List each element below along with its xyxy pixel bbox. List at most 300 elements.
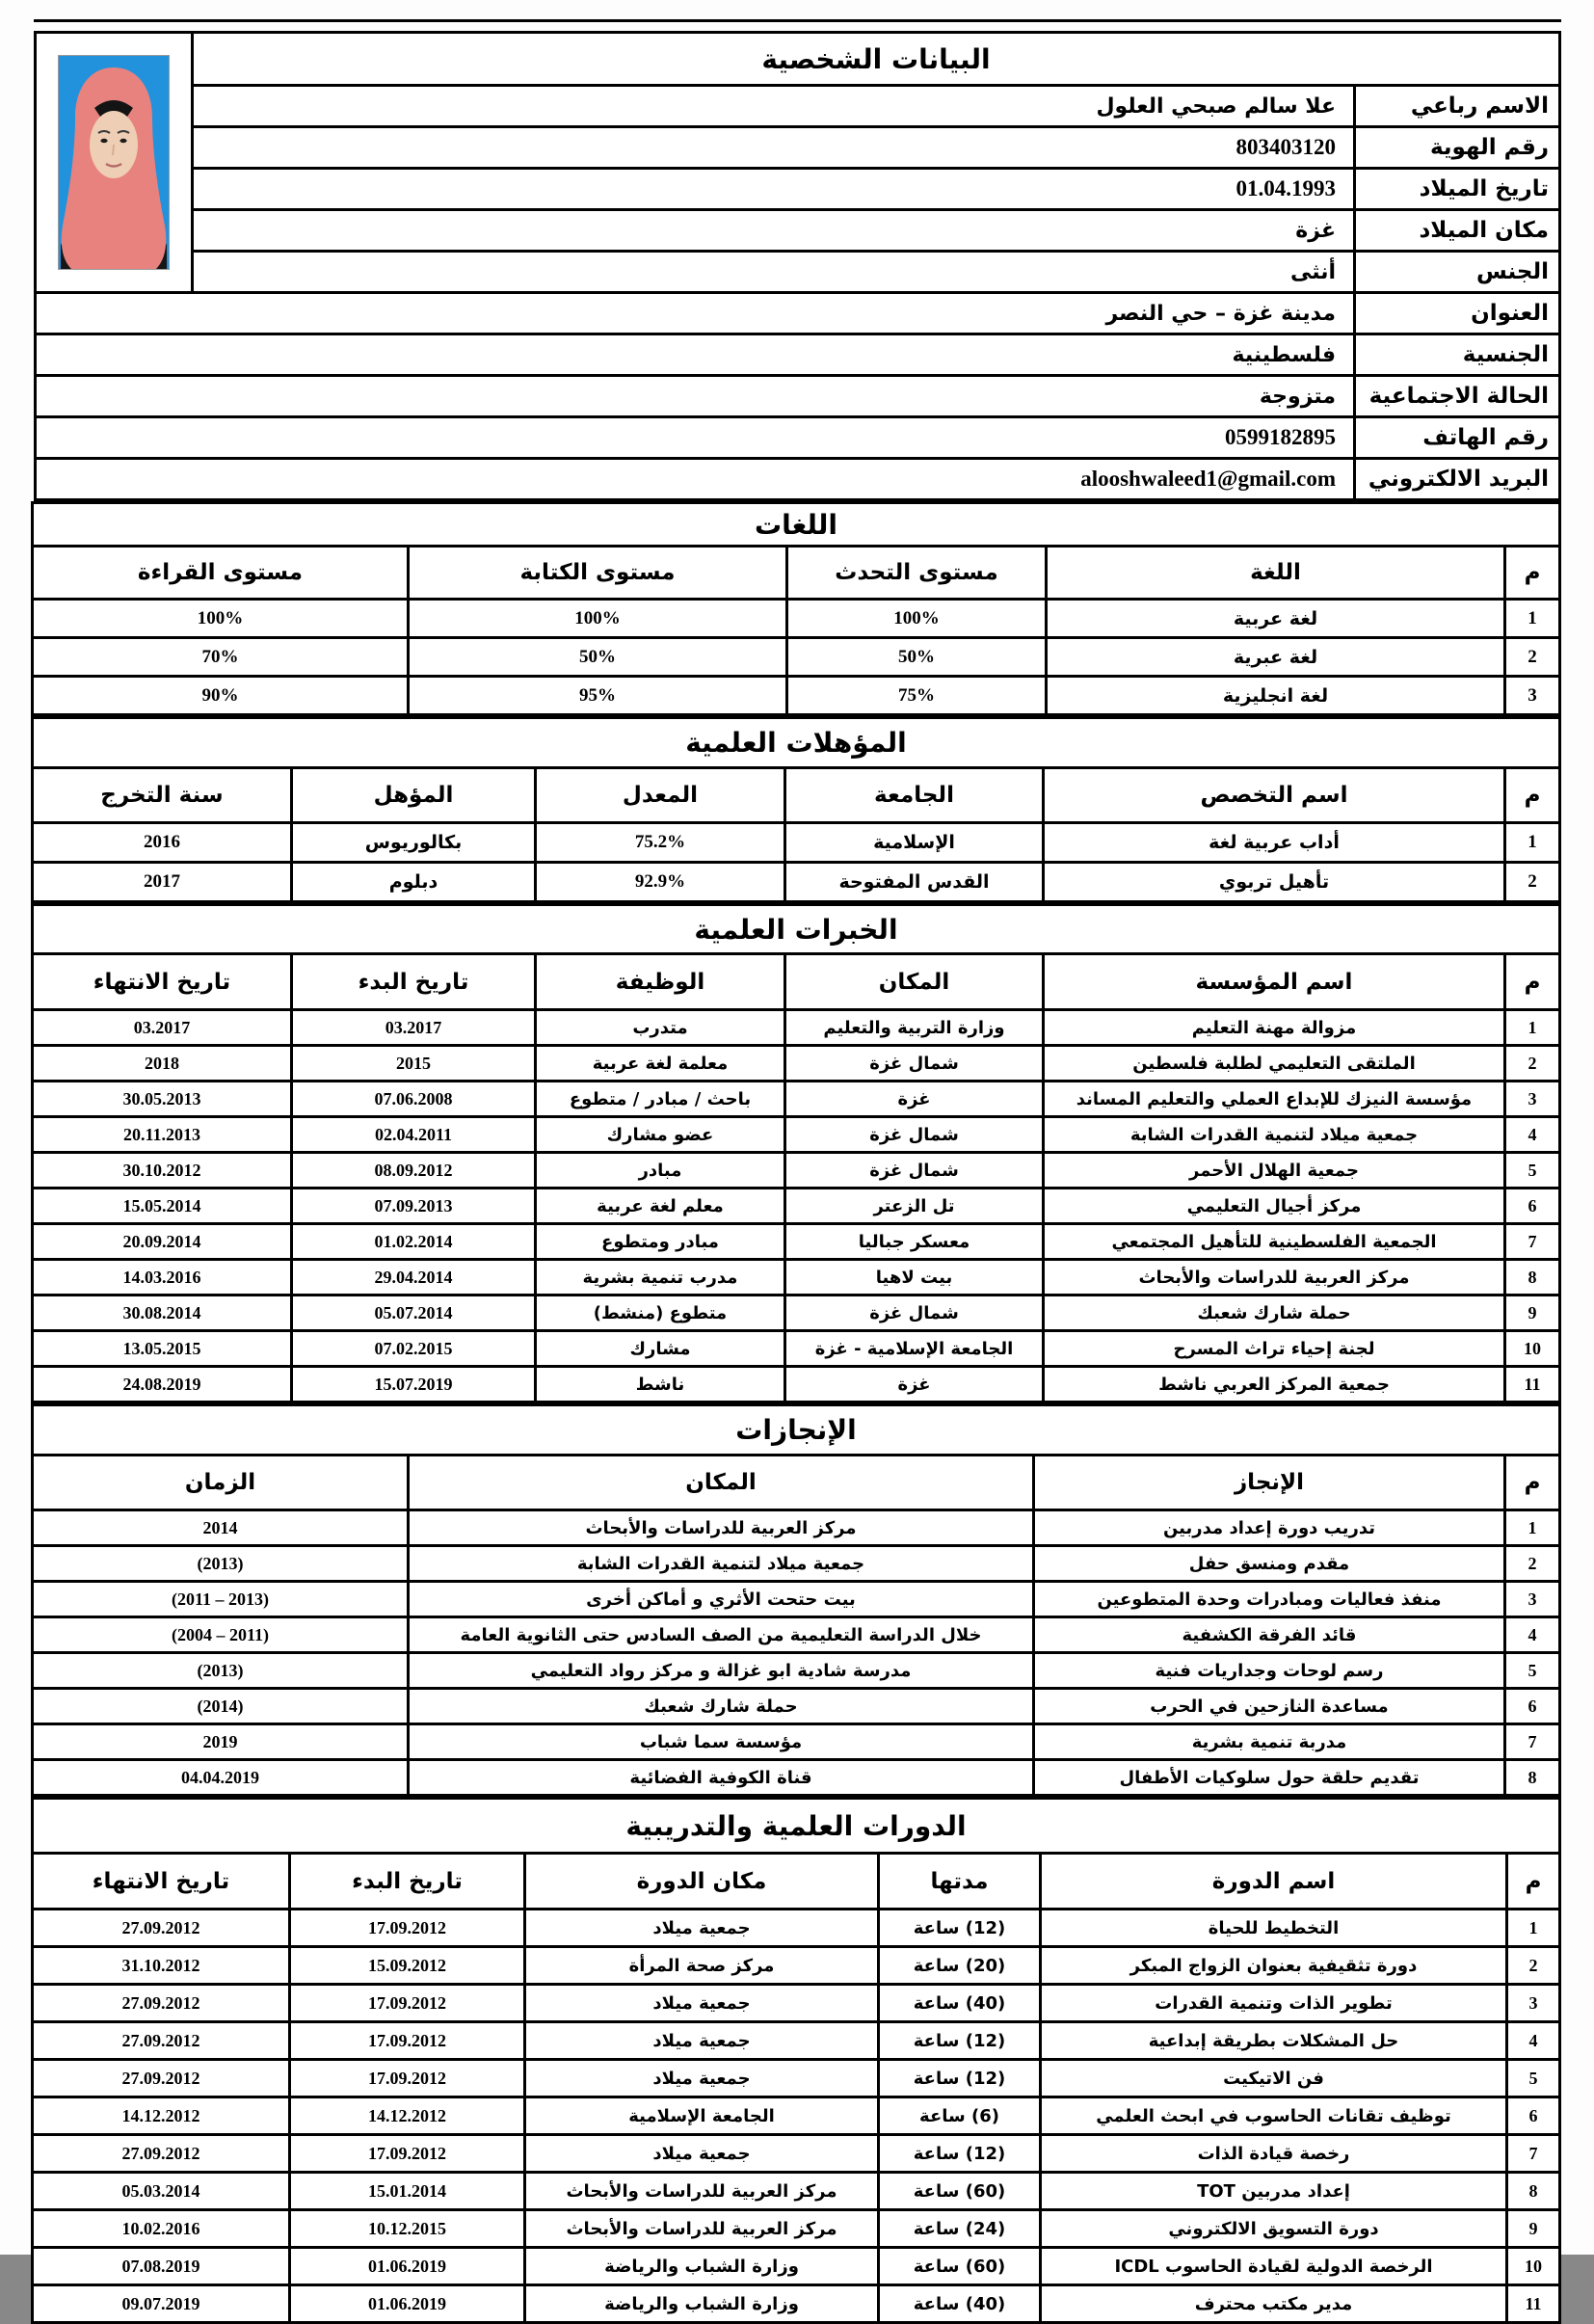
section-title-personal: البيانات الشخصية bbox=[193, 33, 1560, 86]
column-header-start-date: تاريخ البدء bbox=[292, 954, 536, 1010]
cell-index: 1 bbox=[1505, 600, 1560, 638]
cell-institution: الملتقى التعليمي لطلبة فلسطين bbox=[1044, 1046, 1505, 1082]
cell-location: شمال غزة bbox=[785, 1296, 1044, 1331]
cell-end-date: 20.11.2013 bbox=[32, 1117, 291, 1153]
cell-end-date: 15.05.2014 bbox=[32, 1189, 291, 1224]
experience-row bbox=[32, 1010, 1559, 1046]
cell-language-name: لغة انجليزية bbox=[1047, 677, 1505, 715]
cell-time: 04.04.2019 bbox=[32, 1760, 408, 1796]
cell-graduation-year: 2017 bbox=[32, 863, 291, 902]
cell-course-name: توظيف تقانات الحاسوب في ابحث العلمي bbox=[1041, 2097, 1507, 2135]
experience-row bbox=[32, 1367, 1559, 1402]
column-header-degree: المؤهل bbox=[292, 768, 536, 823]
cell-end-date: 27.09.2012 bbox=[32, 2022, 289, 2060]
cell-start-date: 08.09.2012 bbox=[292, 1153, 536, 1189]
achievements-table bbox=[31, 1403, 1561, 1797]
section-title-languages: اللغات bbox=[32, 503, 1559, 547]
cell-course-name: إعداد مدربين TOT bbox=[1041, 2173, 1507, 2210]
cell-start-date: 02.04.2011 bbox=[292, 1117, 536, 1153]
experience-row bbox=[32, 1046, 1559, 1082]
cell-course-place: وزارة الشباب والرياضة bbox=[525, 2248, 879, 2285]
cell-end-date: 09.07.2019 bbox=[32, 2285, 289, 2323]
personal-row bbox=[36, 459, 1560, 500]
cell-course-place: جمعية ميلاد bbox=[525, 2060, 879, 2097]
cell-duration: (12) ساعة bbox=[879, 2135, 1041, 2173]
cell-specialization: تأهيل تربوي bbox=[1044, 863, 1505, 902]
cell-language-name: لغة عربية bbox=[1047, 600, 1505, 638]
column-header-speaking-level: مستوى التحدث bbox=[787, 547, 1047, 600]
field-label-address: العنوان bbox=[1355, 293, 1560, 334]
cell-duration: (40) ساعة bbox=[879, 1985, 1041, 2022]
cell-end-date: 31.10.2012 bbox=[32, 1947, 289, 1985]
course-row bbox=[32, 2097, 1559, 2135]
cell-job-title: مبادر ومتطوع bbox=[536, 1224, 785, 1260]
cell-start-date: 07.06.2008 bbox=[292, 1082, 536, 1117]
cell-institution: حملة شارك شعبك bbox=[1044, 1296, 1505, 1331]
column-header-institution: اسم المؤسسة bbox=[1044, 954, 1505, 1010]
cell-index: 2 bbox=[1507, 1947, 1560, 1985]
personal-row bbox=[36, 376, 1560, 417]
cell-duration: (60) ساعة bbox=[879, 2173, 1041, 2210]
cell-specialization: أداب عربية لغة bbox=[1044, 823, 1505, 863]
cell-end-date: 30.10.2012 bbox=[32, 1153, 291, 1189]
cell-achievement: قائد الفرقة الكشفية bbox=[1034, 1617, 1505, 1653]
cell-start-date: 03.2017 bbox=[292, 1010, 536, 1046]
cell-place: بيت حتحت الأثري و أماكن أخرى bbox=[409, 1582, 1034, 1617]
section-title-experience: الخبرات العلمية bbox=[32, 905, 1559, 954]
field-value-birth-place: غزة bbox=[193, 210, 1355, 252]
cell-index: 2 bbox=[1505, 1546, 1560, 1582]
cell-index: 5 bbox=[1505, 1153, 1560, 1189]
field-value-phone: 0599182895 bbox=[36, 417, 1355, 459]
cell-index: 4 bbox=[1505, 1117, 1560, 1153]
experience-row bbox=[32, 1331, 1559, 1367]
cell-achievement: تدريب دورة إعداد مدربين bbox=[1034, 1510, 1505, 1546]
cell-start-date: 14.12.2012 bbox=[290, 2097, 525, 2135]
achievements-title-row bbox=[32, 1405, 1559, 1456]
column-header-end-date: تاريخ الانتهاء bbox=[32, 1854, 289, 1910]
cell-index: 1 bbox=[1505, 823, 1560, 863]
languages-header-row bbox=[32, 547, 1559, 600]
cell-university: الإسلامية bbox=[785, 823, 1044, 863]
course-row bbox=[32, 1985, 1559, 2022]
achievement-row bbox=[32, 1582, 1559, 1617]
cell-place: قناة الكوفية الفضائية bbox=[409, 1760, 1034, 1796]
profile-photo bbox=[59, 56, 169, 269]
column-header-time: الزمان bbox=[32, 1456, 408, 1510]
cell-index: 6 bbox=[1505, 1689, 1560, 1724]
cell-course-place: مركز العربية للدراسات والأبحاث bbox=[525, 2173, 879, 2210]
cell-location: وزارة التربية والتعليم bbox=[785, 1010, 1044, 1046]
cell-duration: (6) ساعة bbox=[879, 2097, 1041, 2135]
personal-title-row bbox=[36, 33, 1560, 86]
cell-course-place: جمعية ميلاد bbox=[525, 1985, 879, 2022]
field-label-birth-date: تاريخ الميلاد bbox=[1355, 169, 1560, 210]
cell-index: 1 bbox=[1505, 1510, 1560, 1546]
cell-start-date: 07.02.2015 bbox=[292, 1331, 536, 1367]
field-value-nationality: فلسطينية bbox=[36, 334, 1355, 376]
cell-end-date: 10.02.2016 bbox=[32, 2210, 289, 2248]
cell-index: 7 bbox=[1505, 1224, 1560, 1260]
column-header-university: الجامعة bbox=[785, 768, 1044, 823]
cell-achievement: مدربة تنمية بشرية bbox=[1034, 1724, 1505, 1760]
column-header-end-date: تاريخ الانتهاء bbox=[32, 954, 291, 1010]
column-header-place: المكان bbox=[409, 1456, 1034, 1510]
personal-row bbox=[36, 210, 1560, 252]
cell-time: 2019 bbox=[32, 1724, 408, 1760]
cell-start-date: 2015 bbox=[292, 1046, 536, 1082]
cell-job-title: مدرب تنمية بشرية bbox=[536, 1260, 785, 1296]
achievement-row bbox=[32, 1653, 1559, 1689]
courses-table bbox=[31, 1797, 1561, 2324]
course-row bbox=[32, 2285, 1559, 2323]
languages-table bbox=[31, 501, 1561, 716]
cell-location: بيت لاهيا bbox=[785, 1260, 1044, 1296]
cell-location: غزة bbox=[785, 1367, 1044, 1402]
cell-duration: (24) ساعة bbox=[879, 2210, 1041, 2248]
column-header-index: م bbox=[1505, 954, 1560, 1010]
cell-duration: (12) ساعة bbox=[879, 1910, 1041, 1947]
experience-row bbox=[32, 1224, 1559, 1260]
cell-end-date: 27.09.2012 bbox=[32, 1910, 289, 1947]
cell-duration: (40) ساعة bbox=[879, 2285, 1041, 2323]
cell-course-place: جمعية ميلاد bbox=[525, 1910, 879, 1947]
cell-speaking-level: 50% bbox=[787, 638, 1047, 677]
column-header-language: اللغة bbox=[1047, 547, 1505, 600]
profile-photo-illustration bbox=[59, 56, 169, 269]
qualifications-table bbox=[31, 716, 1561, 903]
column-header-job-title: الوظيفة bbox=[536, 954, 785, 1010]
field-label-nationality: الجنسية bbox=[1355, 334, 1560, 376]
column-header-course-place: مكان الدورة bbox=[525, 1854, 879, 1910]
cell-index: 4 bbox=[1505, 1617, 1560, 1653]
experience-row bbox=[32, 1260, 1559, 1296]
field-value-full-name: علا سالم صبحي العلول bbox=[193, 86, 1355, 127]
experience-row bbox=[32, 1153, 1559, 1189]
column-header-graduation-year: سنة التخرج bbox=[32, 768, 291, 823]
field-value-address: مدينة غزة – حي النصر bbox=[36, 293, 1355, 334]
cell-institution: جمعية المركز العربي ناشط bbox=[1044, 1367, 1505, 1402]
cell-place: مركز العربية للدراسات والأبحاث bbox=[409, 1510, 1034, 1546]
cell-achievement: تقديم حلقة حول سلوكيات الأطفال bbox=[1034, 1760, 1505, 1796]
cell-time: (2014) bbox=[32, 1689, 408, 1724]
cell-location: تل الزعتر bbox=[785, 1189, 1044, 1224]
cell-degree: بكالوريوس bbox=[292, 823, 536, 863]
cell-index: 2 bbox=[1505, 863, 1560, 902]
cell-institution: مركز أجيال التعليمي bbox=[1044, 1189, 1505, 1224]
column-header-achievement: الإنجاز bbox=[1034, 1456, 1505, 1510]
cell-gpa: 92.9% bbox=[536, 863, 785, 902]
courses-header-row bbox=[32, 1854, 1559, 1910]
cell-start-date: 01.06.2019 bbox=[290, 2285, 525, 2323]
cell-time: (2013) bbox=[32, 1653, 408, 1689]
cell-course-name: حل المشكلات بطريقة إبداعية bbox=[1041, 2022, 1507, 2060]
cell-course-place: جمعية ميلاد bbox=[525, 2022, 879, 2060]
cell-end-date: 03.2017 bbox=[32, 1010, 291, 1046]
language-row bbox=[32, 677, 1559, 715]
cell-index: 6 bbox=[1507, 2097, 1560, 2135]
cell-duration: (12) ساعة bbox=[879, 2022, 1041, 2060]
personal-row bbox=[36, 169, 1560, 210]
section-title-qualifications: المؤهلات العلمية bbox=[32, 718, 1559, 768]
course-row bbox=[32, 2135, 1559, 2173]
course-row bbox=[32, 2210, 1559, 2248]
cell-end-date: 14.03.2016 bbox=[32, 1260, 291, 1296]
course-row bbox=[32, 1947, 1559, 1985]
courses-title-row bbox=[32, 1799, 1559, 1854]
cell-course-name: التخطيط للحياة bbox=[1041, 1910, 1507, 1947]
personal-row bbox=[36, 127, 1560, 169]
cell-end-date: 07.08.2019 bbox=[32, 2248, 289, 2285]
course-row bbox=[32, 1910, 1559, 1947]
cell-job-title: مشارك bbox=[536, 1331, 785, 1367]
section-title-achievements: الإنجازات bbox=[32, 1405, 1559, 1456]
cell-location: شمال غزة bbox=[785, 1046, 1044, 1082]
cell-time: 2014 bbox=[32, 1510, 408, 1546]
cell-writing-level: 50% bbox=[409, 638, 787, 677]
personal-row bbox=[36, 417, 1560, 459]
cell-course-place: جمعية ميلاد bbox=[525, 2135, 879, 2173]
cell-start-date: 17.09.2012 bbox=[290, 1985, 525, 2022]
cell-index: 1 bbox=[1507, 1910, 1560, 1947]
cell-end-date: 30.05.2013 bbox=[32, 1082, 291, 1117]
cell-index: 10 bbox=[1505, 1331, 1560, 1367]
column-header-reading-level: مستوى القراءة bbox=[32, 547, 408, 600]
cell-time: (2011 – 2013) bbox=[32, 1582, 408, 1617]
cell-end-date: 27.09.2012 bbox=[32, 2135, 289, 2173]
cell-duration: (20) ساعة bbox=[879, 1947, 1041, 1985]
cell-reading-level: 70% bbox=[32, 638, 408, 677]
cell-language-name: لغة عبرية bbox=[1047, 638, 1505, 677]
field-value-marital-status: متزوجة bbox=[36, 376, 1355, 417]
cell-start-date: 05.07.2014 bbox=[292, 1296, 536, 1331]
field-value-id-number: 803403120 bbox=[193, 127, 1355, 169]
cell-index: 3 bbox=[1507, 1985, 1560, 2022]
personal-row bbox=[36, 334, 1560, 376]
experience-header-row bbox=[32, 954, 1559, 1010]
cell-institution: جمعية الهلال الأحمر bbox=[1044, 1153, 1505, 1189]
field-value-email: alooshwaleed1@gmail.com bbox=[36, 459, 1355, 500]
achievement-row bbox=[32, 1689, 1559, 1724]
field-label-birth-place: مكان الميلاد bbox=[1355, 210, 1560, 252]
column-header-index: م bbox=[1505, 547, 1560, 600]
cell-place: خلال الدراسة التعليمية من الصف السادس حتى الثانوية العامة bbox=[409, 1617, 1034, 1653]
cell-end-date: 20.09.2014 bbox=[32, 1224, 291, 1260]
cell-course-name: تطوير الذات وتنمية القدرات bbox=[1041, 1985, 1507, 2022]
cell-reading-level: 90% bbox=[32, 677, 408, 715]
cell-course-name: الرخصة الدولية لقيادة الحاسوب ICDL bbox=[1041, 2248, 1507, 2285]
language-row bbox=[32, 600, 1559, 638]
cell-achievement: مقدم ومنسق حفل bbox=[1034, 1546, 1505, 1582]
cell-start-date: 10.12.2015 bbox=[290, 2210, 525, 2248]
cell-start-date: 17.09.2012 bbox=[290, 2060, 525, 2097]
cell-location: شمال غزة bbox=[785, 1153, 1044, 1189]
cell-place: مدرسة شادية ابو غزالة و مركز رواد التعليمي bbox=[409, 1653, 1034, 1689]
cell-job-title: معلمة لغة عربية bbox=[536, 1046, 785, 1082]
cell-achievement: مساعدة النازحين في الحرب bbox=[1034, 1689, 1505, 1724]
cell-time: (2004 – 2011) bbox=[32, 1617, 408, 1653]
cell-index: 3 bbox=[1505, 1582, 1560, 1617]
cell-index: 3 bbox=[1505, 1082, 1560, 1117]
cell-course-name: دورة التسويق الالكتروني bbox=[1041, 2210, 1507, 2248]
cell-job-title: مبادر bbox=[536, 1153, 785, 1189]
cell-end-date: 27.09.2012 bbox=[32, 1985, 289, 2022]
field-label-email: البريد الالكتروني bbox=[1355, 459, 1560, 500]
cell-job-title: متدرب bbox=[536, 1010, 785, 1046]
experience-row bbox=[32, 1189, 1559, 1224]
cell-achievement: منفذ فعاليات ومبادرات وحدة المتطوعين bbox=[1034, 1582, 1505, 1617]
column-header-index: م bbox=[1505, 1456, 1560, 1510]
cell-job-title: عضو مشارك bbox=[536, 1117, 785, 1153]
cell-institution: مؤسسة النيزك للإبداع العملي والتعليم المساند bbox=[1044, 1082, 1505, 1117]
cell-index: 3 bbox=[1505, 677, 1560, 715]
top-border-rule bbox=[34, 19, 1561, 31]
column-header-course-name: اسم الدورة bbox=[1041, 1854, 1507, 1910]
column-header-duration: مدتها bbox=[879, 1854, 1041, 1910]
cell-end-date: 27.09.2012 bbox=[32, 2060, 289, 2097]
experience-row bbox=[32, 1296, 1559, 1331]
cell-end-date: 30.08.2014 bbox=[32, 1296, 291, 1331]
experience-table bbox=[31, 903, 1561, 1403]
qualifications-title-row bbox=[32, 718, 1559, 768]
cell-degree: دبلوم bbox=[292, 863, 536, 902]
qualification-row bbox=[32, 823, 1559, 863]
cell-course-name: دورة تثقيفية بعنوان الزواج المبكر bbox=[1041, 1947, 1507, 1985]
cell-end-date: 14.12.2012 bbox=[32, 2097, 289, 2135]
cell-index: 8 bbox=[1505, 1760, 1560, 1796]
cell-start-date: 01.06.2019 bbox=[290, 2248, 525, 2285]
cell-duration: (60) ساعة bbox=[879, 2248, 1041, 2285]
cell-course-name: مدير مكتب محترف bbox=[1041, 2285, 1507, 2323]
cell-gpa: 75.2% bbox=[536, 823, 785, 863]
field-value-birth-date: 01.04.1993 bbox=[193, 169, 1355, 210]
cell-achievement: رسم لوحات وجداريات فنية bbox=[1034, 1653, 1505, 1689]
cell-index: 7 bbox=[1507, 2135, 1560, 2173]
experience-row bbox=[32, 1117, 1559, 1153]
cell-course-place: مركز العربية للدراسات والأبحاث bbox=[525, 2210, 879, 2248]
cell-end-date: 24.08.2019 bbox=[32, 1367, 291, 1402]
cell-start-date: 15.09.2012 bbox=[290, 1947, 525, 1985]
cell-start-date: 01.02.2014 bbox=[292, 1224, 536, 1260]
cell-speaking-level: 75% bbox=[787, 677, 1047, 715]
cell-location: الجامعة الإسلامية - غزة bbox=[785, 1331, 1044, 1367]
column-header-start-date: تاريخ البدء bbox=[290, 1854, 525, 1910]
personal-row bbox=[36, 86, 1560, 127]
cell-place: جمعية ميلاد لتنمية القدرات الشابة bbox=[409, 1546, 1034, 1582]
cell-place: حملة شارك شعبك bbox=[409, 1689, 1034, 1724]
course-row bbox=[32, 2248, 1559, 2285]
cell-time: (2013) bbox=[32, 1546, 408, 1582]
qualifications-header-row bbox=[32, 768, 1559, 823]
cell-end-date: 13.05.2015 bbox=[32, 1331, 291, 1367]
achievement-row bbox=[32, 1724, 1559, 1760]
cell-index: 9 bbox=[1505, 1296, 1560, 1331]
cell-start-date: 17.09.2012 bbox=[290, 1910, 525, 1947]
cell-index: 4 bbox=[1507, 2022, 1560, 2060]
field-label-full-name: الاسم رباعي bbox=[1355, 86, 1560, 127]
cell-index: 1 bbox=[1505, 1010, 1560, 1046]
cell-course-place: مركز صحة المرأة bbox=[525, 1947, 879, 1985]
cell-job-title: متطوع (منشط) bbox=[536, 1296, 785, 1331]
qualification-row bbox=[32, 863, 1559, 902]
cell-index: 5 bbox=[1505, 1653, 1560, 1689]
cell-start-date: 15.01.2014 bbox=[290, 2173, 525, 2210]
cell-course-place: وزارة الشباب والرياضة bbox=[525, 2285, 879, 2323]
cell-institution: جمعية ميلاد لتنمية القدرات الشابة bbox=[1044, 1117, 1505, 1153]
column-header-index: م bbox=[1507, 1854, 1560, 1910]
cell-speaking-level: 100% bbox=[787, 600, 1047, 638]
achievement-row bbox=[32, 1760, 1559, 1796]
personal-row bbox=[36, 252, 1560, 293]
achievement-row bbox=[32, 1546, 1559, 1582]
cell-index: 10 bbox=[1507, 2248, 1560, 2285]
cell-duration: (12) ساعة bbox=[879, 2060, 1041, 2097]
cell-institution: الجمعية الفلسطينية للتأهيل المجتمعي bbox=[1044, 1224, 1505, 1260]
cell-index: 11 bbox=[1507, 2285, 1560, 2323]
cell-index: 7 bbox=[1505, 1724, 1560, 1760]
experience-row bbox=[32, 1082, 1559, 1117]
cell-start-date: 07.09.2013 bbox=[292, 1189, 536, 1224]
cell-location: غزة bbox=[785, 1082, 1044, 1117]
cv-document bbox=[34, 19, 1561, 2324]
field-label-id-number: رقم الهوية bbox=[1355, 127, 1560, 169]
cell-course-name: رخصة قيادة الذات bbox=[1041, 2135, 1507, 2173]
cell-course-name: فن الاتيكيت bbox=[1041, 2060, 1507, 2097]
cell-index: 2 bbox=[1505, 638, 1560, 677]
column-header-index: م bbox=[1505, 768, 1560, 823]
experience-title-row bbox=[32, 905, 1559, 954]
column-header-writing-level: مستوى الكتابة bbox=[409, 547, 787, 600]
cell-start-date: 17.09.2012 bbox=[290, 2135, 525, 2173]
cell-place: مؤسسة سما شباب bbox=[409, 1724, 1034, 1760]
languages-title-row bbox=[32, 503, 1559, 547]
cell-index: 8 bbox=[1505, 1260, 1560, 1296]
course-row bbox=[32, 2060, 1559, 2097]
column-header-gpa: المعدل bbox=[536, 768, 785, 823]
cell-university: القدس المفتوحة bbox=[785, 863, 1044, 902]
field-label-phone: رقم الهاتف bbox=[1355, 417, 1560, 459]
cell-job-title: باحث / مبادر / متطوع bbox=[536, 1082, 785, 1117]
personal-data-table bbox=[34, 31, 1561, 501]
cell-location: معسكر جباليا bbox=[785, 1224, 1044, 1260]
cell-index: 9 bbox=[1507, 2210, 1560, 2248]
language-row bbox=[32, 638, 1559, 677]
cell-start-date: 29.04.2014 bbox=[292, 1260, 536, 1296]
cell-index: 8 bbox=[1507, 2173, 1560, 2210]
cell-job-title: ناشط bbox=[536, 1367, 785, 1402]
profile-photo-cell bbox=[36, 33, 193, 293]
cell-index: 11 bbox=[1505, 1367, 1560, 1402]
course-row bbox=[32, 2022, 1559, 2060]
cell-start-date: 15.07.2019 bbox=[292, 1367, 536, 1402]
cell-institution: لجنة إحياء تراث المسرح bbox=[1044, 1331, 1505, 1367]
cell-course-place: الجامعة الإسلامية bbox=[525, 2097, 879, 2135]
field-value-gender: أنثى bbox=[193, 252, 1355, 293]
achievement-row bbox=[32, 1510, 1559, 1546]
field-label-gender: الجنس bbox=[1355, 252, 1560, 293]
achievements-header-row bbox=[32, 1456, 1559, 1510]
field-label-marital-status: الحالة الاجتماعية bbox=[1355, 376, 1560, 417]
cell-graduation-year: 2016 bbox=[32, 823, 291, 863]
cell-start-date: 17.09.2012 bbox=[290, 2022, 525, 2060]
achievement-row bbox=[32, 1617, 1559, 1653]
cell-institution: مزوالة مهنة التعليم bbox=[1044, 1010, 1505, 1046]
cell-writing-level: 100% bbox=[409, 600, 787, 638]
cell-job-title: معلم لغة عربية bbox=[536, 1189, 785, 1224]
cell-index: 6 bbox=[1505, 1189, 1560, 1224]
cell-institution: مركز العربية للدراسات والأبحاث bbox=[1044, 1260, 1505, 1296]
column-header-location: المكان bbox=[785, 954, 1044, 1010]
